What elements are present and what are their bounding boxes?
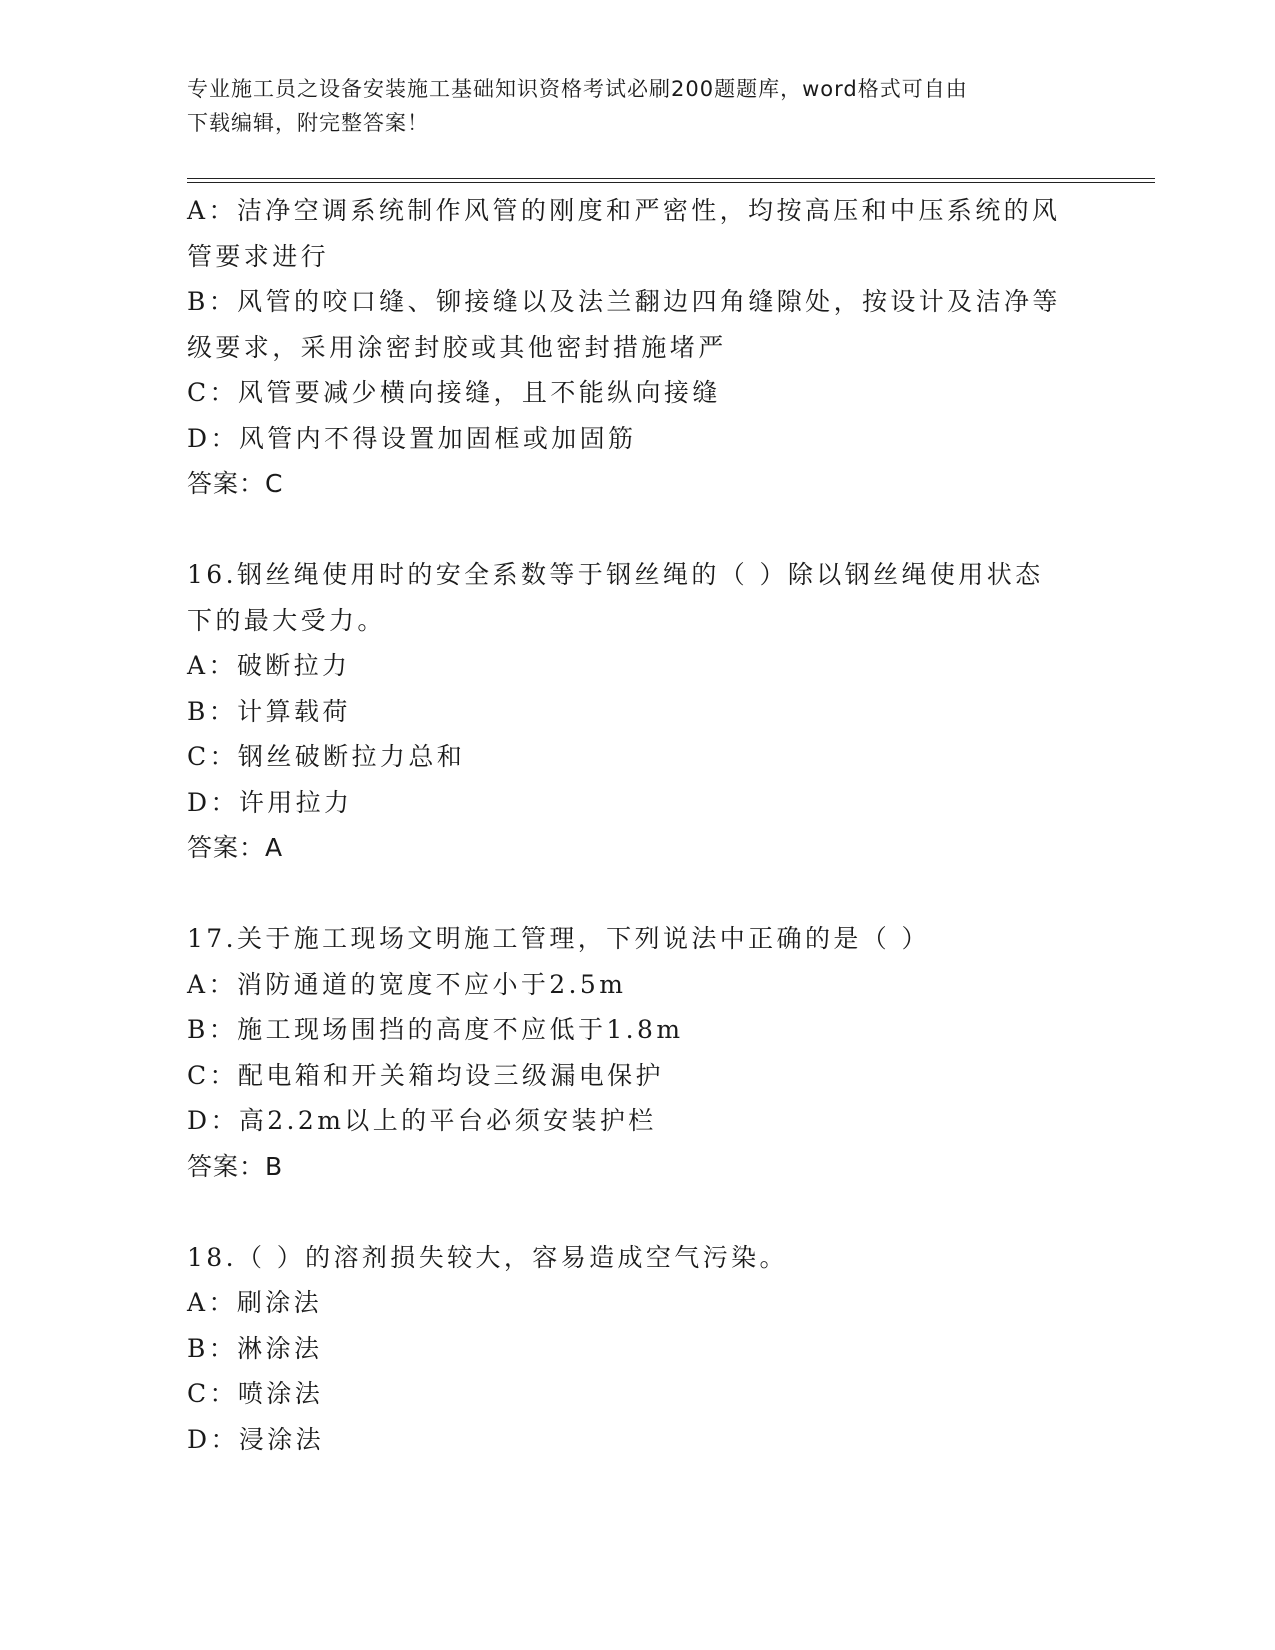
option-c: C：风管要减少横向接缝，且不能纵向接缝 <box>187 378 721 407</box>
question-15-block <box>187 188 1087 507</box>
document-header <box>187 72 1067 140</box>
option-c: C：喷涂法 <box>187 1379 324 1408</box>
answer: 答案：A <box>187 833 284 862</box>
spacer <box>187 1189 1087 1235</box>
option-a-line-1: A：洁净空调系统制作风管的刚度和严密性，均按高压和中压系统的风 <box>187 196 1061 225</box>
option-a: A：破断拉力 <box>187 651 351 680</box>
answer: 答案：C <box>187 469 284 498</box>
header-divider-bottom <box>187 182 1155 183</box>
option-c: C：配电箱和开关箱均设三级漏电保护 <box>187 1060 664 1090</box>
option-b: B：计算载荷 <box>187 696 351 726</box>
answer: 答案：B <box>187 1151 284 1181</box>
question-17-block <box>187 916 1087 1189</box>
option-b: B：淋涂法 <box>187 1333 323 1363</box>
question-stem-line-2: 下的最大受力。 <box>187 605 386 635</box>
spacer <box>187 507 1087 553</box>
header-divider-top <box>187 178 1155 179</box>
option-d: D：高2.2m以上的平台必须安装护栏 <box>187 1106 657 1135</box>
option-b-line-1: B：风管的咬口缝、铆接缝以及法兰翻边四角缝隙处，按设计及洁净等 <box>187 287 1061 316</box>
question-stem: 17.关于施工现场文明施工管理，下列说法中正确的是（ ） <box>187 924 930 953</box>
option-b: B：施工现场围挡的高度不应低于1.8m <box>187 1015 684 1044</box>
option-a: A：刷涂法 <box>187 1288 323 1317</box>
question-content <box>187 188 1087 1462</box>
question-stem-line-1: 16.钢丝绳使用时的安全系数等于钢丝绳的（ ）除以钢丝绳使用状态 <box>187 560 1044 589</box>
option-a: A：消防通道的宽度不应小于2.5m <box>187 969 627 999</box>
spacer <box>187 871 1087 917</box>
option-a-line-2: 管要求进行 <box>187 241 330 271</box>
option-c: C：钢丝破断拉力总和 <box>187 742 466 771</box>
option-d: D：浸涂法 <box>187 1424 325 1454</box>
option-d: D：许用拉力 <box>187 787 353 817</box>
option-d: D：风管内不得设置加固框或加固筋 <box>187 423 637 453</box>
question-18-block <box>187 1235 1087 1463</box>
header-line-2: 下载编辑，附完整答案！ <box>187 111 429 135</box>
option-b-line-2: 级要求，采用涂密封胶或其他密封措施堵严 <box>187 332 727 362</box>
header-line-1: 专业施工员之设备安装施工基础知识资格考试必刷200题题库，word格式可自由 <box>187 77 968 101</box>
question-16-block <box>187 552 1087 871</box>
question-stem: 18.（ ）的溶剂损失较大，容易造成空气污染。 <box>187 1242 788 1272</box>
